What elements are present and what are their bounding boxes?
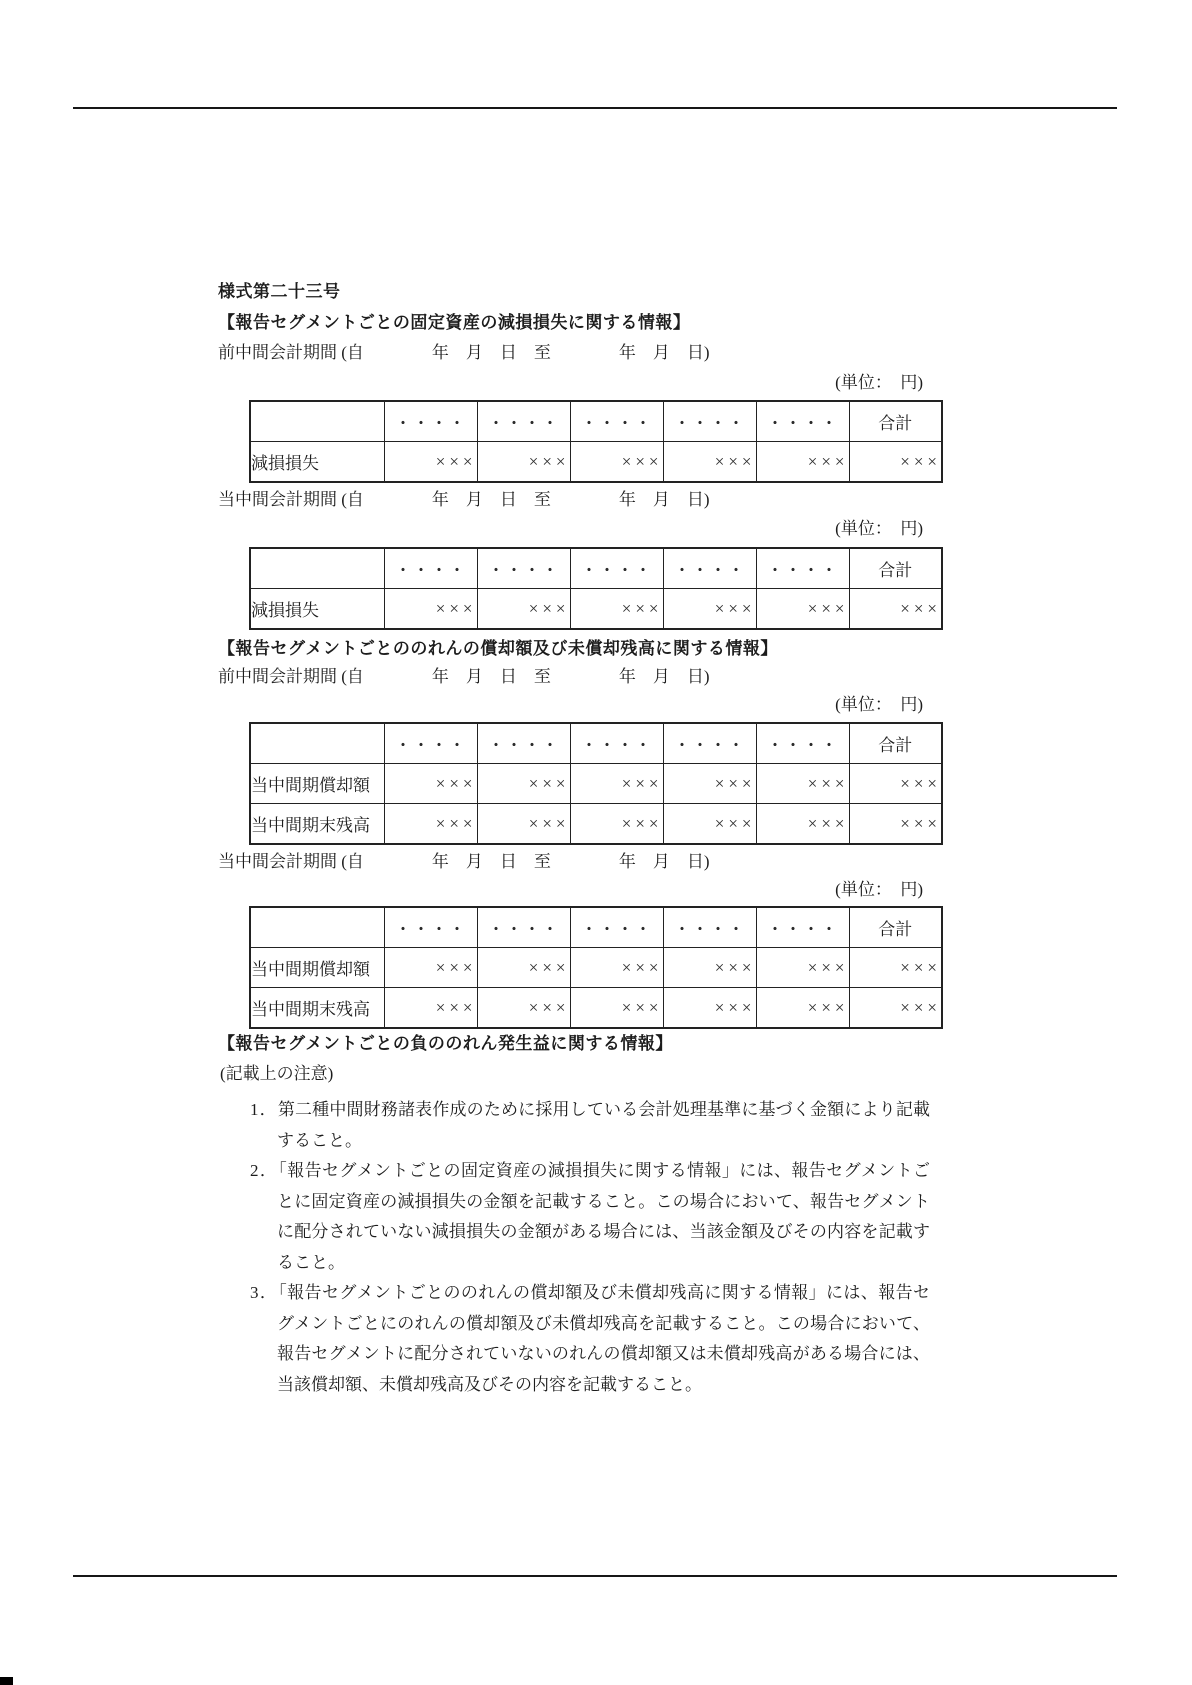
- table-row: [250, 442, 942, 483]
- goodwill-current-table: [249, 906, 943, 1029]
- impairment-current-table: [249, 547, 943, 630]
- table-row: [250, 988, 942, 1029]
- note-number: 3．: [250, 1283, 279, 1302]
- note-item-2: [250, 1156, 930, 1278]
- note-item-1: [250, 1095, 930, 1156]
- value-cell: ×××: [384, 442, 477, 483]
- segment-column-header: ・・・・: [477, 548, 570, 589]
- segment-column-header: ・・・・: [477, 907, 570, 948]
- segment-column-header: ・・・・: [477, 401, 570, 442]
- value-cell: ×××: [663, 948, 756, 988]
- unit-label-2: (単位： 円): [835, 519, 923, 538]
- value-cell: ×××: [663, 764, 756, 804]
- value-cell: ×××: [663, 442, 756, 483]
- value-cell: ×××: [756, 764, 849, 804]
- note-text: 「報告セグメントごとの固定資産の減損損失に関する情報」には、報告セグメントごとに固定資産の減損損失の金額を記載すること。この場合において、報告セグメントに配分されていない減損損失の金額がある場合には、当該金額及びその内容を記載すること。: [277, 1161, 930, 1272]
- bottom-rule: [73, 1575, 1117, 1577]
- total-column-header: 合計: [849, 907, 942, 948]
- period-line-current-1: 当中間会計期間 (自 年 月 日 至 年 月 日): [218, 490, 710, 509]
- value-cell: ×××: [663, 804, 756, 845]
- notes-label: (記載上の注意): [220, 1064, 334, 1083]
- value-cell: ×××: [849, 948, 942, 988]
- value-cell: ×××: [570, 948, 663, 988]
- row-label-cell: 当中間期末残高: [250, 988, 384, 1029]
- table-row: [250, 589, 942, 630]
- value-cell: ×××: [756, 804, 849, 845]
- segment-column-header: ・・・・: [384, 723, 477, 764]
- segment-column-header: ・・・・: [756, 548, 849, 589]
- value-cell: ×××: [849, 764, 942, 804]
- note-text: 「報告セグメントごとののれんの償却額及び未償却残高に関する情報」には、報告セグメントごとにのれんの償却額及び未償却残高を記載すること。この場合において、報告セグメントに配分されていないのれんの償却額又は未償却残高がある場合には、当該償却額、未償却残高及びその内容を記載すること。: [277, 1283, 930, 1394]
- total-column-header: 合計: [849, 401, 942, 442]
- value-cell: ×××: [849, 988, 942, 1029]
- value-cell: ×××: [384, 589, 477, 630]
- segment-column-header: ・・・・: [663, 907, 756, 948]
- note-item-3: [250, 1278, 930, 1400]
- corner-cell: [250, 723, 384, 764]
- segment-column-header: ・・・・: [570, 907, 663, 948]
- period-line-current-2: 当中間会計期間 (自 年 月 日 至 年 月 日): [218, 852, 710, 871]
- row-label-cell: 当中間期償却額: [250, 948, 384, 988]
- value-cell: ×××: [570, 764, 663, 804]
- value-cell: ×××: [477, 589, 570, 630]
- notes-list: [250, 1095, 930, 1400]
- segment-column-header: ・・・・: [477, 723, 570, 764]
- form-number: 様式第二十三号: [218, 282, 341, 301]
- goodwill-prior-table: [249, 722, 943, 845]
- segment-column-header: ・・・・: [570, 723, 663, 764]
- value-cell: ×××: [384, 988, 477, 1029]
- period-line-prior-2: 前中間会計期間 (自 年 月 日 至 年 月 日): [218, 667, 710, 686]
- corner-cell: [250, 548, 384, 589]
- total-column-header: 合計: [849, 723, 942, 764]
- section-heading-negative-goodwill: 【報告セグメントごとの負ののれん発生益に関する情報】: [218, 1034, 673, 1053]
- table-header-row: [250, 723, 942, 764]
- top-rule: [73, 107, 1117, 109]
- table-header-row: [250, 401, 942, 442]
- unit-label-4: (単位： 円): [835, 880, 923, 899]
- period-line-prior-1: 前中間会計期間 (自 年 月 日 至 年 月 日): [218, 343, 710, 362]
- table-header-row: [250, 548, 942, 589]
- section-heading-goodwill: 【報告セグメントごとののれんの償却額及び未償却残高に関する情報】: [218, 639, 778, 658]
- value-cell: ×××: [477, 948, 570, 988]
- segment-column-header: ・・・・: [570, 401, 663, 442]
- table-header-row: [250, 907, 942, 948]
- table-row: [250, 948, 942, 988]
- segment-column-header: ・・・・: [384, 907, 477, 948]
- unit-label-1: (単位： 円): [835, 373, 923, 392]
- segment-column-header: ・・・・: [663, 401, 756, 442]
- value-cell: ×××: [570, 988, 663, 1029]
- segment-column-header: ・・・・: [570, 548, 663, 589]
- value-cell: ×××: [570, 589, 663, 630]
- unit-label-3: (単位： 円): [835, 695, 923, 714]
- value-cell: ×××: [384, 804, 477, 845]
- value-cell: ×××: [477, 988, 570, 1029]
- segment-column-header: ・・・・: [756, 723, 849, 764]
- value-cell: ×××: [756, 948, 849, 988]
- segment-column-header: ・・・・: [384, 401, 477, 442]
- total-column-header: 合計: [849, 548, 942, 589]
- corner-cell: [250, 401, 384, 442]
- value-cell: ×××: [849, 804, 942, 845]
- row-label-cell: 当中間期末残高: [250, 804, 384, 845]
- corner-cell: [250, 907, 384, 948]
- section-heading-impairment: 【報告セグメントごとの固定資産の減損損失に関する情報】: [218, 313, 691, 332]
- table-row: [250, 804, 942, 845]
- value-cell: ×××: [756, 988, 849, 1029]
- note-number: 1．: [250, 1100, 278, 1119]
- value-cell: ×××: [384, 764, 477, 804]
- segment-column-header: ・・・・: [756, 907, 849, 948]
- segment-column-header: ・・・・: [756, 401, 849, 442]
- segment-column-header: ・・・・: [384, 548, 477, 589]
- impairment-prior-table: [249, 400, 943, 483]
- value-cell: ×××: [849, 589, 942, 630]
- segment-column-header: ・・・・: [663, 723, 756, 764]
- value-cell: ×××: [756, 442, 849, 483]
- value-cell: ×××: [477, 804, 570, 845]
- value-cell: ×××: [849, 442, 942, 483]
- note-number: 2．: [250, 1161, 279, 1180]
- value-cell: ×××: [477, 442, 570, 483]
- row-label-cell: 減損損失: [250, 589, 384, 630]
- value-cell: ×××: [663, 988, 756, 1029]
- scan-artifact-mark: [0, 1677, 13, 1685]
- note-text: 第二種中間財務諸表作成のために採用している会計処理基準に基づく金額により記載すること。: [277, 1100, 931, 1150]
- value-cell: ×××: [477, 764, 570, 804]
- value-cell: ×××: [756, 589, 849, 630]
- value-cell: ×××: [570, 804, 663, 845]
- value-cell: ×××: [663, 589, 756, 630]
- segment-column-header: ・・・・: [663, 548, 756, 589]
- table-row: [250, 764, 942, 804]
- row-label-cell: 当中間期償却額: [250, 764, 384, 804]
- row-label-cell: 減損損失: [250, 442, 384, 483]
- value-cell: ×××: [570, 442, 663, 483]
- value-cell: ×××: [384, 948, 477, 988]
